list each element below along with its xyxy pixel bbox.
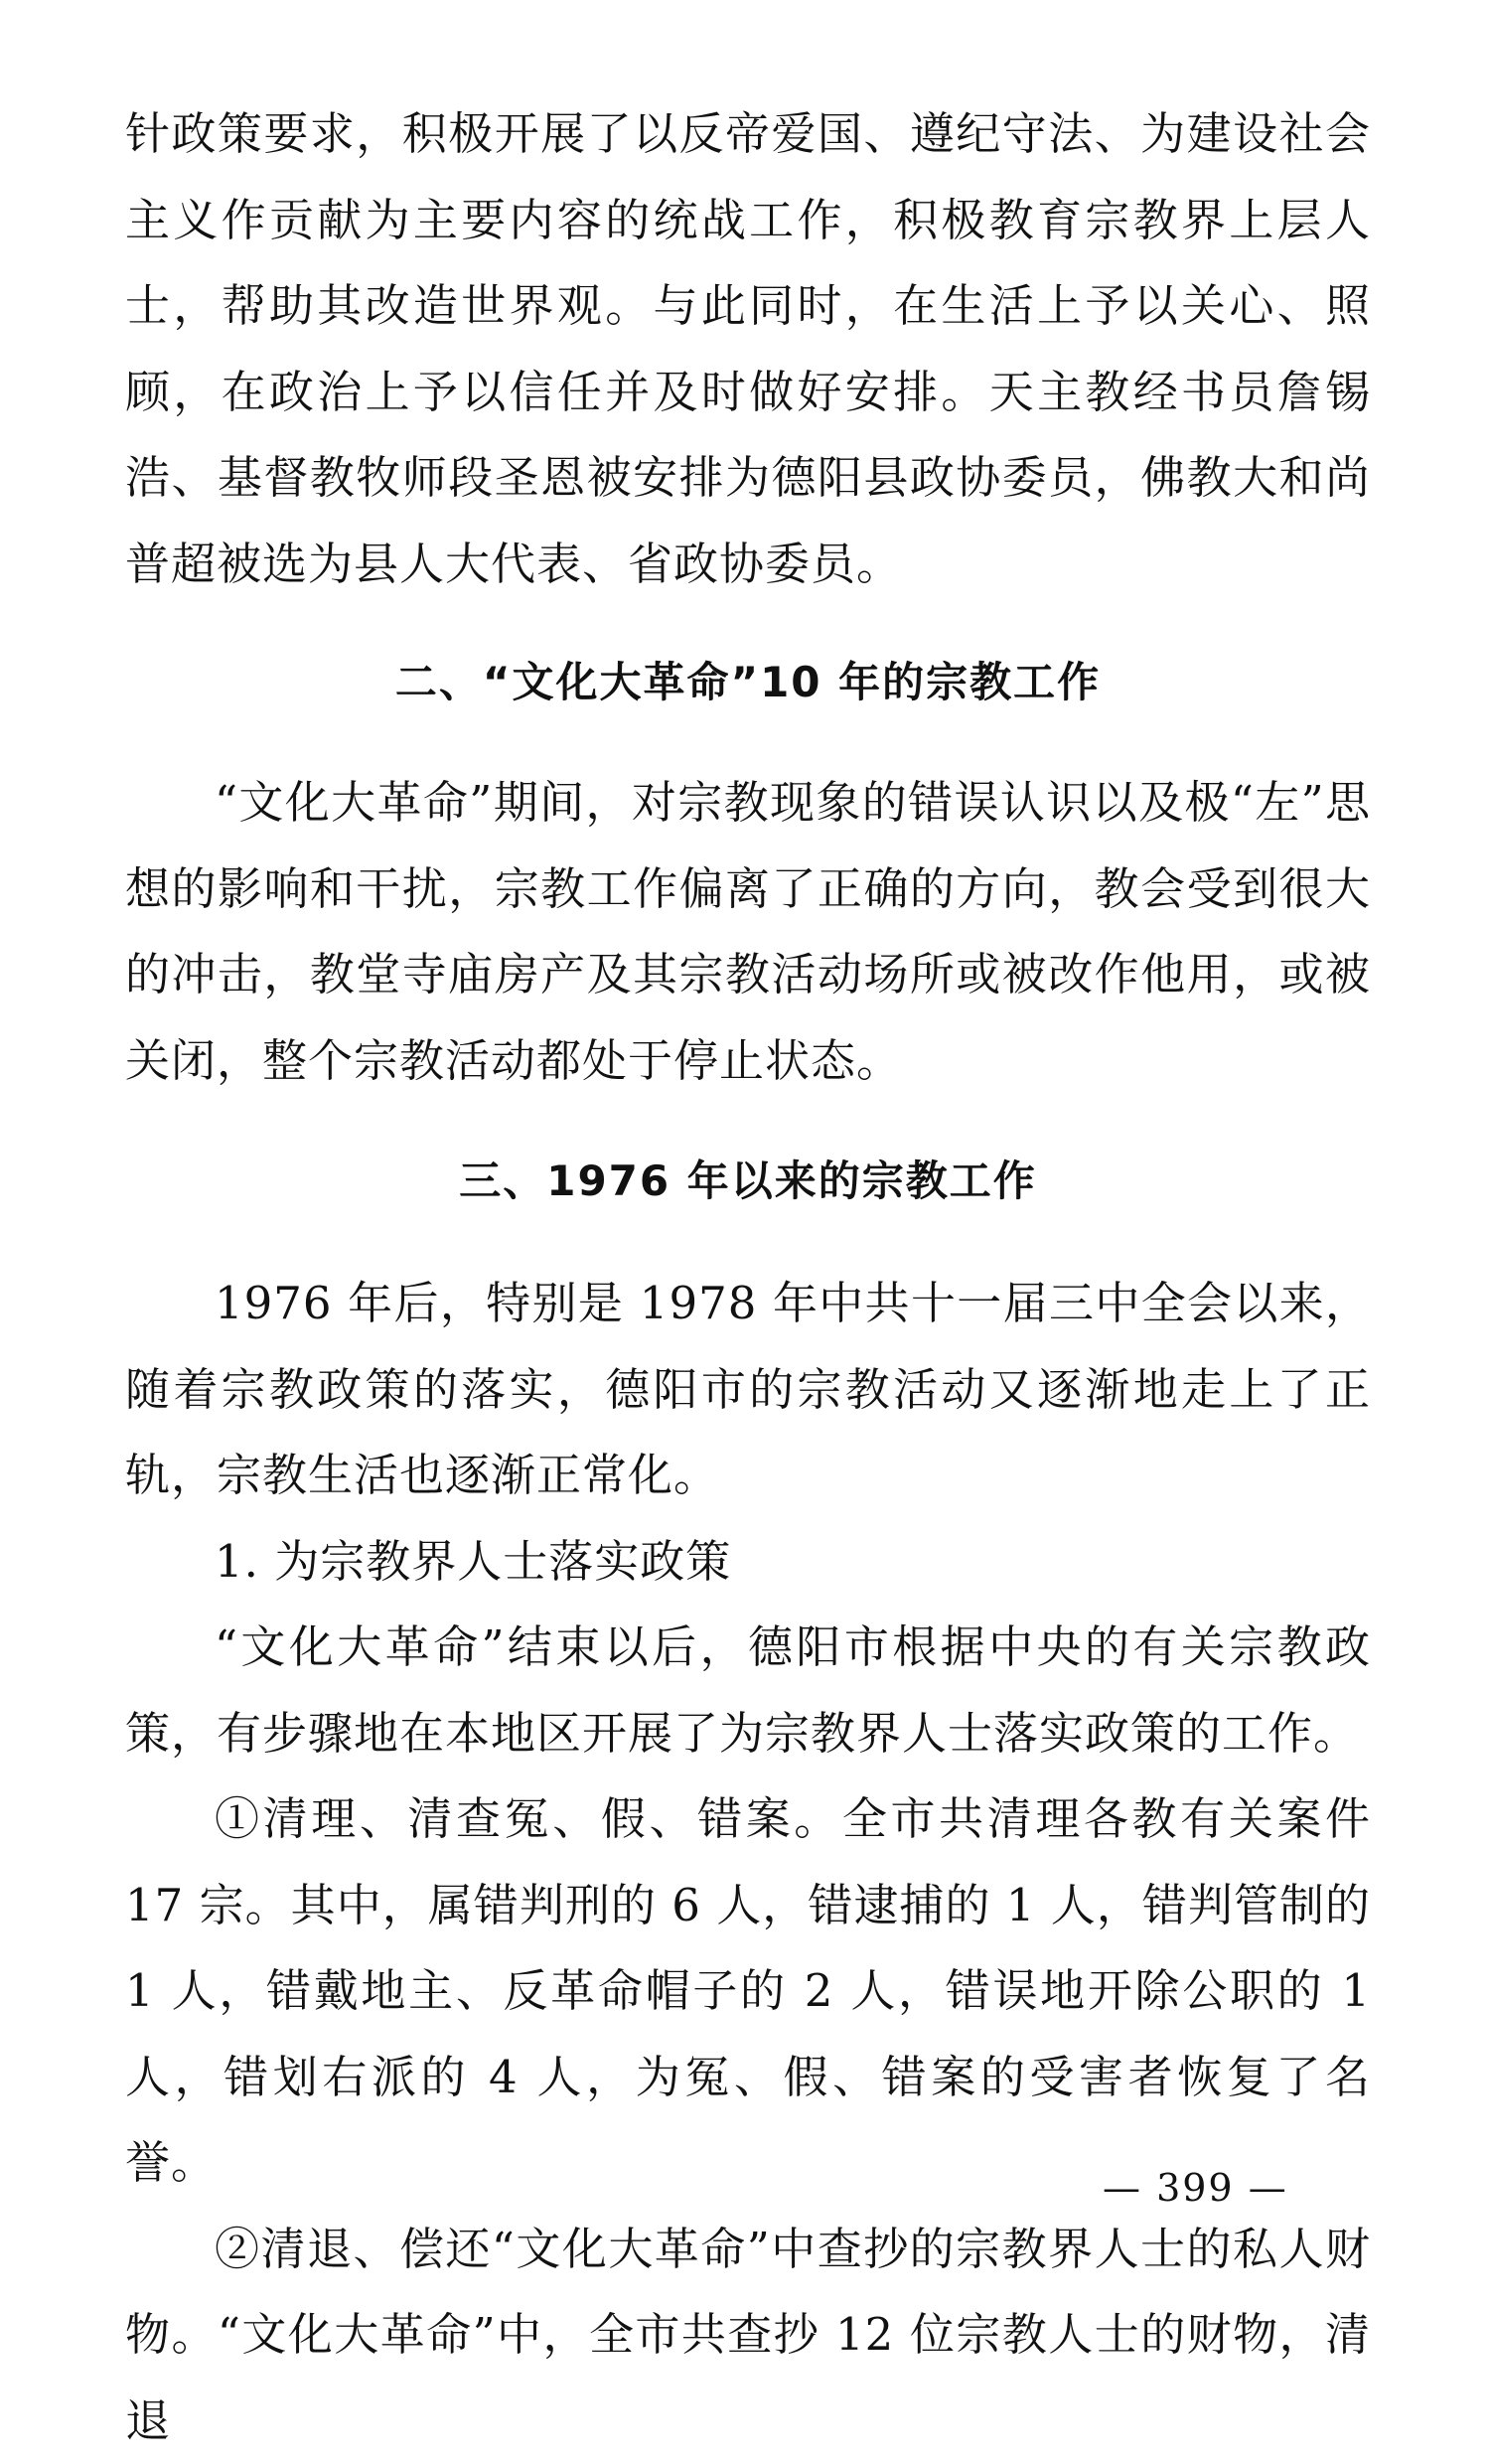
paragraph-continuation: 针政策要求，积极开展了以反帝爱国、遵纪守法、为建设社会主义作贡献为主要内容的统战工作，积极教育宗教界上层人士，帮助其改造世界观。与此同时，在生活上予以关心、照顾，在政治上予以信任并及时做好安排。天主教经书员詹锡浩、基督教牧师段圣恩被安排为德阳县政协委员，佛教大和尚普超被选为县人大代表、省政协委员。: [125, 91, 1371, 607]
section-heading-3: 三、1976 年以来的宗教工作: [125, 1104, 1371, 1261]
paragraph-item-2: ②清退、偿还“文化大革命”中查抄的宗教界人士的私人财物。“文化大革命”中，全市共查抄 12 位宗教人士的财物，清退: [125, 2207, 1371, 2464]
section-heading-2: 二、“文化大革命”10 年的宗教工作: [125, 607, 1371, 760]
subheading-policy: 1. 为宗教界人士落实政策: [125, 1519, 1371, 1606]
paragraph-cultural-revolution: “文化大革命”期间，对宗教现象的错误认识以及极“左”思想的影响和干扰，宗教工作偏离了正确的方向，教会受到很大的冲击，教堂寺庙房产及其宗教活动场所或被改作他用，或被关闭，整个宗教活动都处于停止状态。: [125, 760, 1371, 1104]
paragraph-item-1: ①清理、清查冤、假、错案。全市共清理各教有关案件 17 宗。其中，属错判刑的 6 人，错逮捕的 1 人，错判管制的 1 人，错戴地主、反革命帽子的 2 人，错误地开除公职的 1 人，错划右派的 4 人，为冤、假、错案的受害者恢复了名誉。: [125, 1776, 1371, 2207]
paragraph-since-1976: 1976 年后，特别是 1978 年中共十一届三中全会以来，随着宗教政策的落实，德阳市的宗教活动又逐渐地走上了正轨，宗教生活也逐渐正常化。: [125, 1261, 1371, 1519]
page-number: — 399 —: [1103, 2166, 1288, 2210]
paragraph-policy-intro: “文化大革命”结束以后，德阳市根据中央的有关宗教政策，有步骤地在本地区开展了为宗教界人士落实政策的工作。: [125, 1605, 1371, 1776]
page-body: [125, 91, 1371, 2464]
